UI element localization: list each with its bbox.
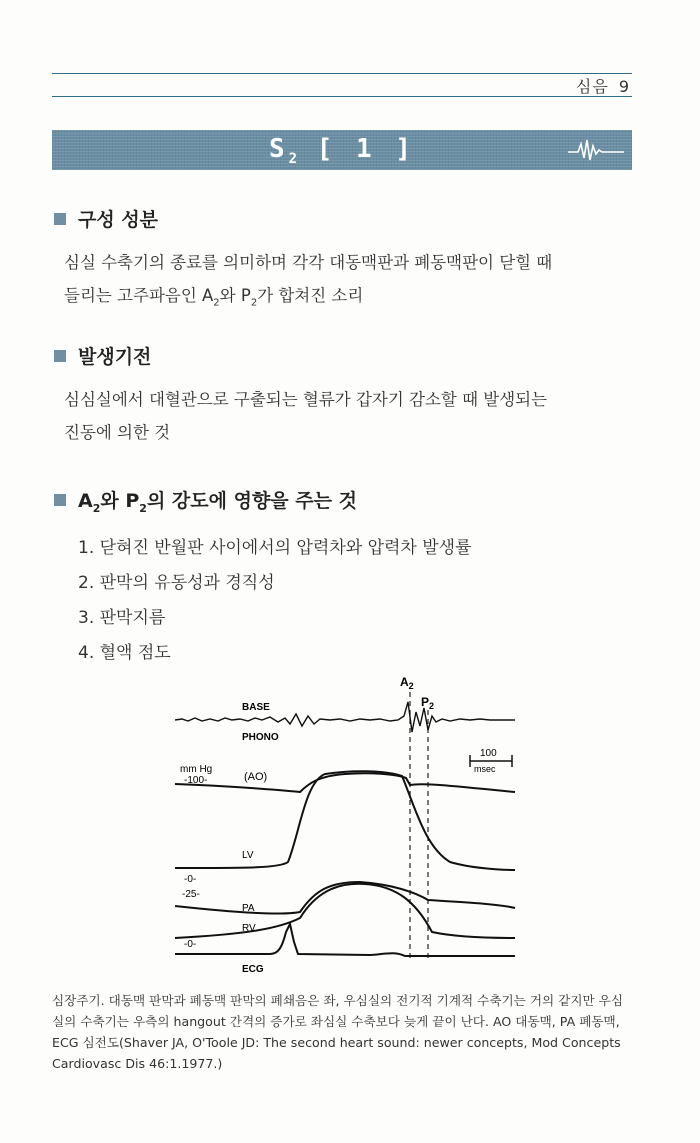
section-mechanism <box>52 342 652 449</box>
section-heading: $A_2$와 $P_2$의 강도에 영향을 주는 것 <box>52 486 652 515</box>
rv-label: RV <box>242 923 256 934</box>
ao-label: (AO) <box>244 771 268 783</box>
cardiac-cycle-figure <box>170 672 530 982</box>
page-number: 9 <box>618 77 630 96</box>
aortic-pressure-trace <box>175 773 515 792</box>
waveform-diagram <box>170 672 530 982</box>
ecg-trace <box>175 924 515 956</box>
list-item: 3. 판막지름 <box>78 607 166 628</box>
heartbeat-icon <box>568 136 624 164</box>
zero-label-b: -0- <box>184 939 197 950</box>
scale-100-label: -100- <box>184 775 208 786</box>
section-composition <box>52 205 652 319</box>
svg-text:100: 100 <box>480 748 497 759</box>
base-label: BASE <box>242 702 270 713</box>
title-banner <box>52 130 632 170</box>
square-bullet-icon <box>54 350 66 362</box>
square-bullet-icon <box>54 213 66 225</box>
section-heading: 구성 성분 <box>52 205 652 232</box>
section-label: 심음 <box>575 77 609 96</box>
section-body: 심심실에서 대혈관으로 구출되는 혈류가 갑자기 감소할 때 발생되는 진동에 의한 것 <box>64 390 548 442</box>
ecg-label: ECG <box>242 964 264 975</box>
header-rule-top <box>52 73 632 74</box>
lv-label: LV <box>242 850 254 861</box>
running-header <box>576 74 630 97</box>
mmhg-label: mm Hg <box>180 764 213 775</box>
phono-label: PHONO <box>242 732 279 743</box>
section-heading: 발생기전 <box>52 342 652 369</box>
a2-label: $A_2$ <box>400 675 414 691</box>
zero-label-a: -0- <box>184 874 197 885</box>
header-rule-bottom <box>52 96 632 97</box>
list-item: 2. 판막의 유동성과 경직성 <box>78 572 275 593</box>
factor-list <box>78 531 652 671</box>
square-bullet-icon <box>54 494 66 506</box>
list-item: 4. 혈액 점도 <box>78 642 171 663</box>
section-body: 심실 수축기의 종료를 의미하며 각각 대동맥판과 폐동맥판이 닫힐 때 들리는 고주파음인 $A_2$와 $P_2$가 합쳐진 소리 <box>64 253 553 309</box>
page-title: $S_2$ [ 1 ] <box>268 134 416 168</box>
scale-25-label: -25- <box>182 889 200 900</box>
section-intensity <box>52 486 652 671</box>
p2-label: $P_2$ <box>421 695 435 711</box>
figure-caption: 심장주기. 대동맥 판막과 폐동맥 판막의 폐쇄음은 좌, 우심실의 전기적 기계적 수축기는 거의 같지만 우심 실의 수축기는 우측의 hangout 간격의 증가로 좌심실 수축보다 늦게 끝이 난다. AO 대동맥, PA 폐동맥, ECG 심전도(Shaver JA, O'Toole JD: The second heart sound: newer concepts, Mod Concepts Cardiovasc Dis 46:1.1977.) <box>52 993 624 1071</box>
pa-label: PA <box>242 903 255 914</box>
phono-trace <box>175 702 515 732</box>
pa-pressure-trace <box>175 882 515 914</box>
list-item: 1. 닫혀진 반월판 사이에서의 압력차와 압력차 발생률 <box>78 537 472 558</box>
time-scale-bar <box>470 748 512 774</box>
svg-text:msec: msec <box>474 764 496 774</box>
